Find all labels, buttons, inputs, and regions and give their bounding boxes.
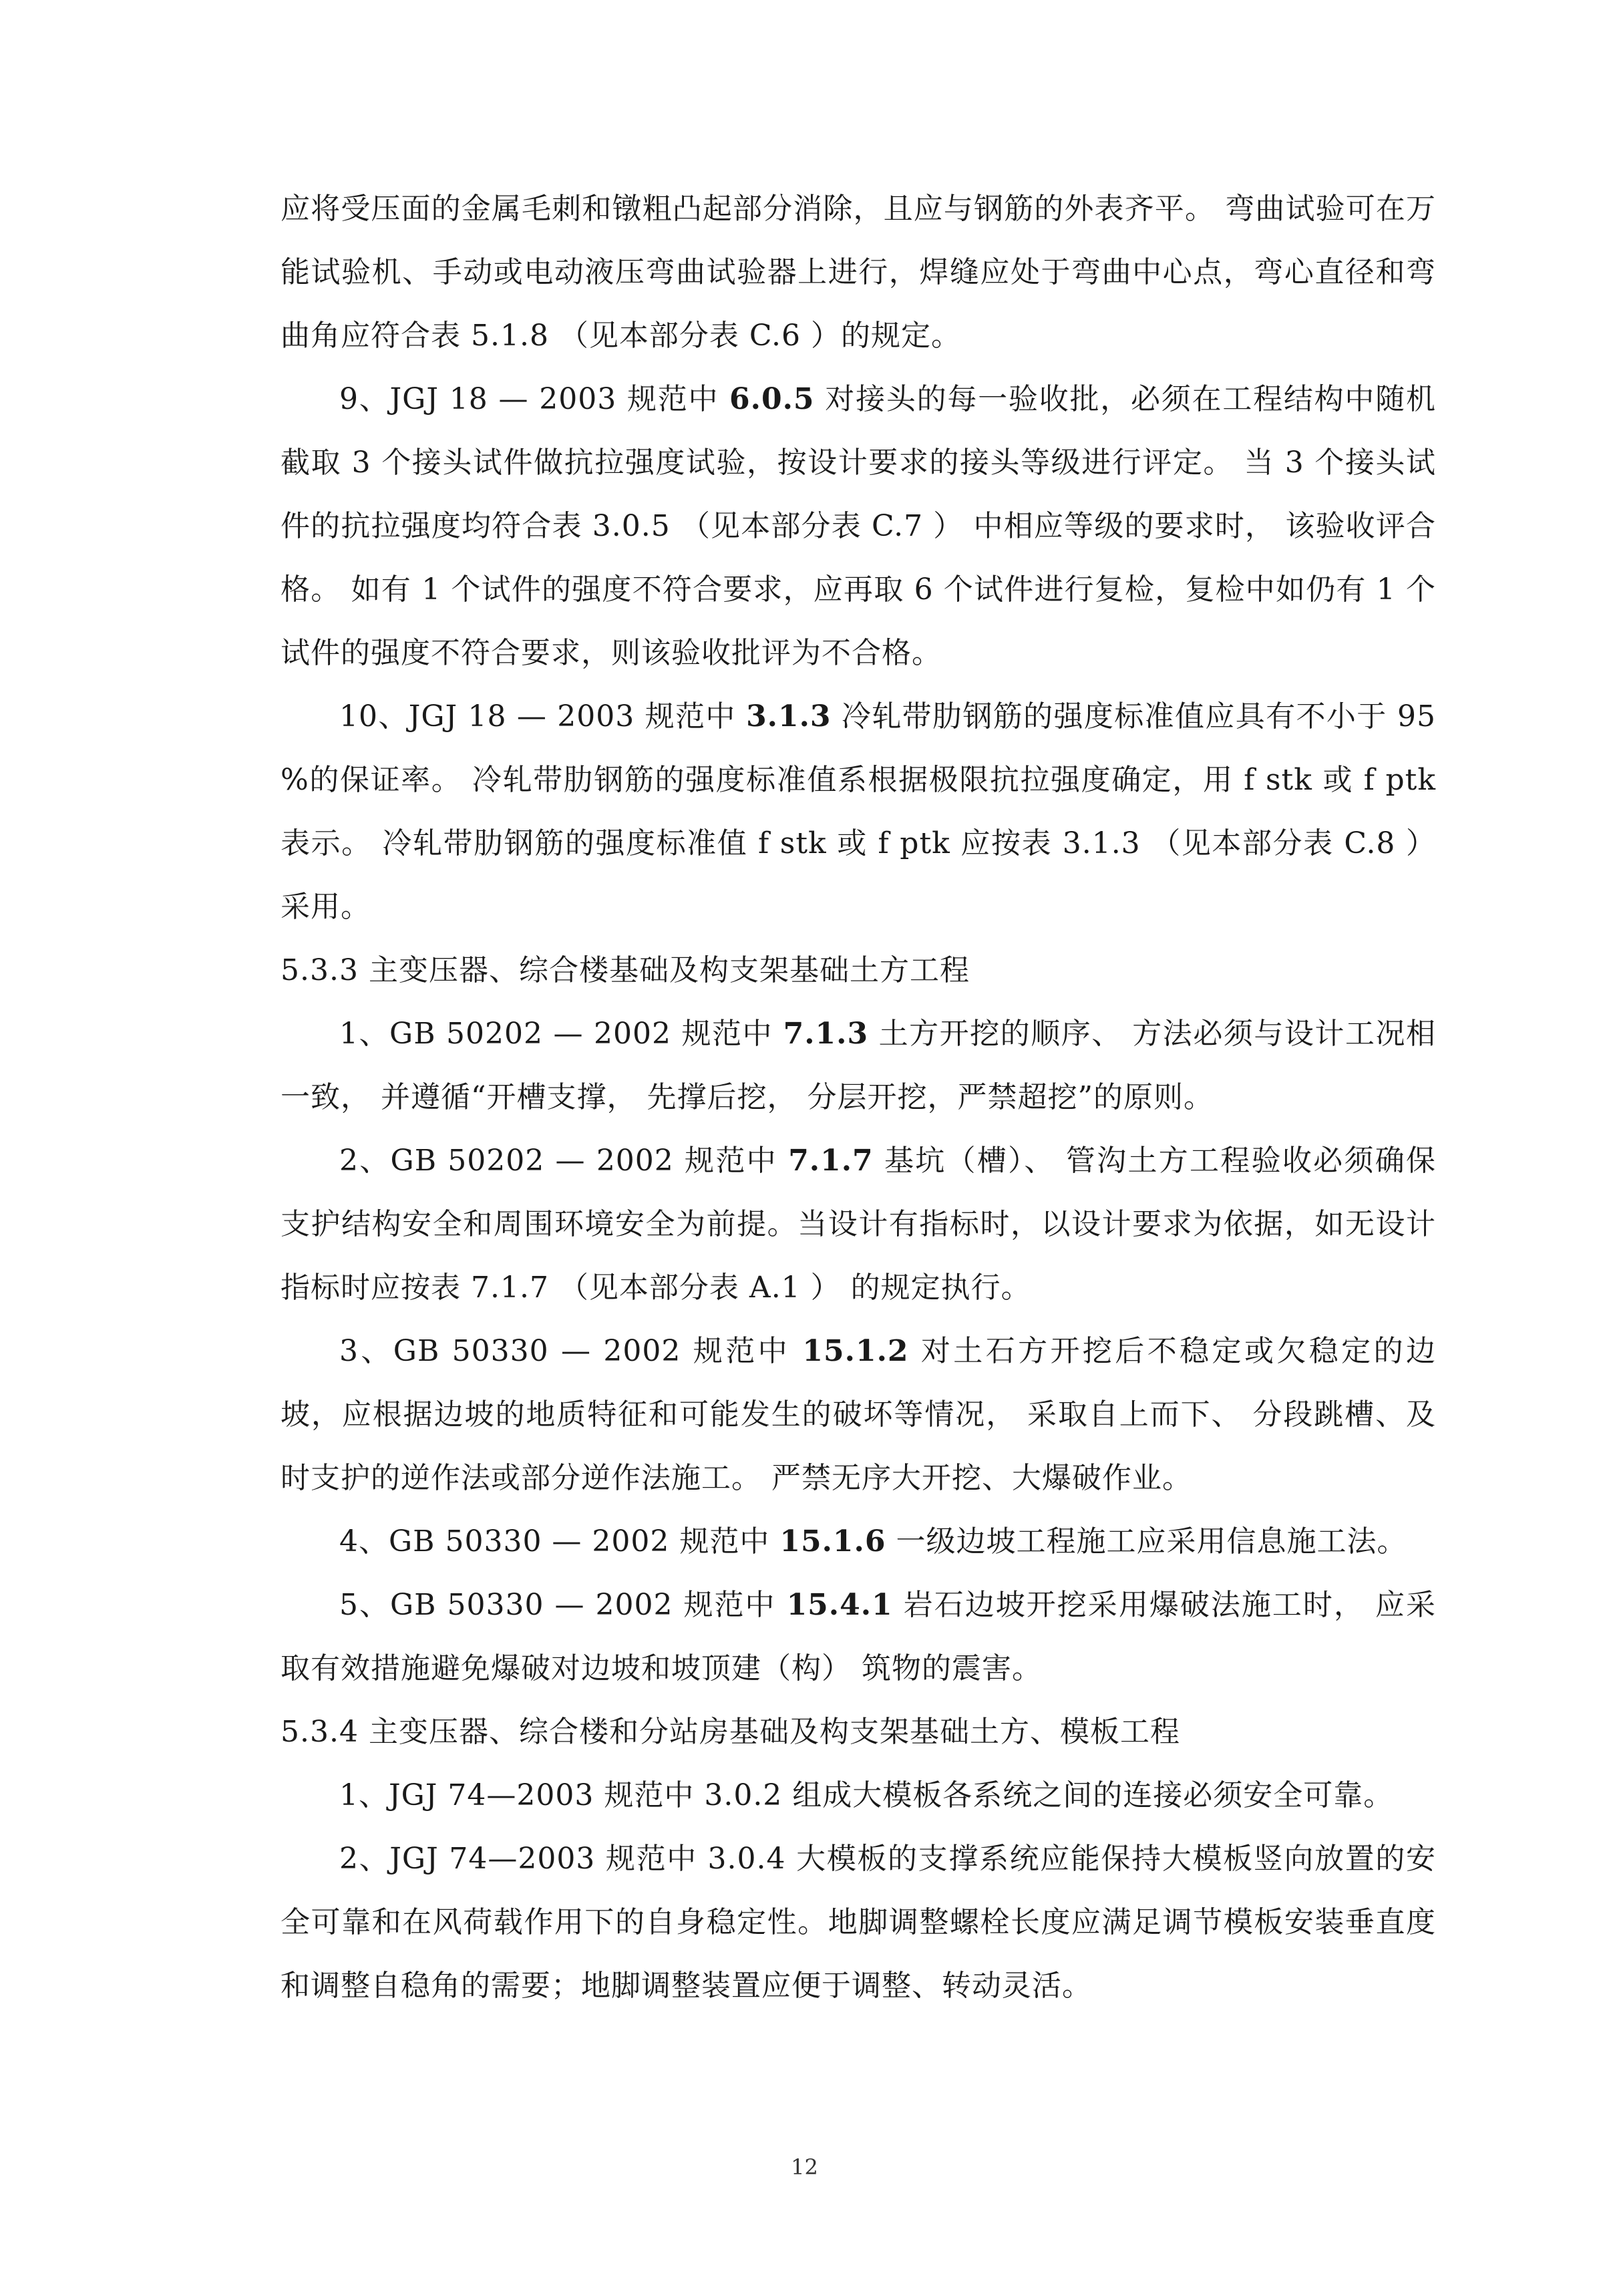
paragraph-item-2b xyxy=(281,1827,1436,2017)
paragraph-text: 应将受压面的金属毛刺和镦粗凸起部分消除，且应与钢筋的外表齐平。 弯曲试验可在万能试验机、手动或电动液压弯曲试验器上进行，焊缝应处于弯曲中心点，弯心直径和弯曲角应符合表 5.1.8 （见本部分表 C.6 ）的规定。 xyxy=(281,192,1436,353)
paragraph-text-post: 土方开挖的顺序、 方法必须与设计工况相一致， 并遵循“开槽支撑， 先撑后挖， 分层开挖，严禁超挖”的原则。 xyxy=(281,1017,1436,1114)
paragraph-text-pre: 9、JGJ 18 — 2003 规范中 xyxy=(339,382,730,416)
paragraph-text: 2、JGJ 74—2003 规范中 3.0.4 大模板的支撑系统应能保持大模板竖向放置的安全可靠和在风荷载作用下的自身稳定性。地脚调整螺栓长度应满足调节模板安装垂直度和调整自稳角的需要；地脚调整装置应便于调整、转动灵活。 xyxy=(281,1842,1436,2003)
clause-number: 15.4.1 xyxy=(786,1588,893,1622)
section-heading-5-3-4 xyxy=(281,1700,1436,1764)
paragraph-text-post: 基坑（槽）、 管沟土方工程验收必须确保支护结构安全和周围环境安全为前提。当设计有指标时，以设计要求为依据，如无设计指标时应按表 7.1.7 （见本部分表 A.1 ） 的规定执行。 xyxy=(281,1144,1436,1305)
paragraph-item-4 xyxy=(281,1510,1436,1573)
paragraph-text-pre: 2、GB 50202 — 2002 规范中 xyxy=(339,1144,789,1178)
paragraph-text-post: 对土石方开挖后不稳定或欠稳定的边坡，应根据边坡的地质特征和可能发生的破坏等情况， 采取自上而下、 分段跳槽、及时支护的逆作法或部分逆作法施工。 严禁无序大开挖、大爆破作业。 xyxy=(281,1334,1436,1495)
clause-number: 15.1.2 xyxy=(802,1334,909,1368)
paragraph-item-10 xyxy=(281,685,1436,939)
paragraph-item-9 xyxy=(281,367,1436,685)
clause-number: 3.1.3 xyxy=(746,699,832,733)
clause-number: 7.1.7 xyxy=(788,1144,874,1178)
paragraph-text-pre: 4、GB 50330 — 2002 规范中 xyxy=(339,1524,780,1559)
paragraph-item-3 xyxy=(281,1319,1436,1510)
paragraph-item-1b xyxy=(281,1764,1436,1827)
paragraph-item-1 xyxy=(281,1002,1436,1129)
paragraph-text-post: 一级边坡工程施工应采用信息施工法。 xyxy=(886,1524,1407,1559)
paragraph-text-pre: 5、GB 50330 — 2002 规范中 xyxy=(339,1588,787,1622)
clause-number: 6.0.5 xyxy=(729,382,815,416)
section-heading-text: 5.3.3 主变压器、综合楼基础及构支架基础土方工程 xyxy=(281,953,970,987)
document-body xyxy=(281,177,1436,2017)
section-heading-5-3-3 xyxy=(281,939,1436,1002)
paragraph-continuation xyxy=(281,177,1436,367)
paragraph-text-post: 冷轧带肋钢筋的强度标准值应具有不小于 95 %的保证率。 冷轧带肋钢筋的强度标准值系根据极限抗拉强度确定，用 f stk 或 f ptk 表示。 冷轧带肋钢筋的强度标准值 f stk 或 f ptk 应按表 3.1.3 （见本部分表 C.8 ）采用。 xyxy=(281,699,1436,924)
paragraph-text-post: 对接头的每一验收批，必须在工程结构中随机截取 3 个接头试件做抗拉强度试验，按设计要求的接头等级进行评定。 当 3 个接头试件的抗拉强度均符合表 3.0.5 （见本部分表 C.7 ） 中相应等级的要求时， 该验收评合格。 如有 1 个试件的强度不符合要求，应再取 6 个试件进行复检，复检中如仍有 1 个试件的强度不符合要求，则该验收批评为不合格。 xyxy=(281,382,1436,670)
paragraph-item-5 xyxy=(281,1573,1436,1700)
clause-number: 7.1.3 xyxy=(783,1017,869,1051)
section-heading-text: 5.3.4 主变压器、综合楼和分站房基础及构支架基础土方、模板工程 xyxy=(281,1715,1180,1749)
clause-number: 15.1.6 xyxy=(779,1524,886,1559)
paragraph-text-pre: 1、GB 50202 — 2002 规范中 xyxy=(339,1017,783,1051)
paragraph-text-pre: 3、GB 50330 — 2002 规范中 xyxy=(339,1334,803,1368)
paragraph-item-2 xyxy=(281,1129,1436,1319)
page-number: 12 xyxy=(791,2154,818,2180)
paragraph-text-pre: 10、JGJ 18 — 2003 规范中 xyxy=(339,699,747,733)
paragraph-text: 1、JGJ 74—2003 规范中 3.0.2 组成大模板各系统之间的连接必须安全可靠。 xyxy=(339,1778,1394,1812)
paragraph-text-post: 岩石边坡开挖采用爆破法施工时， 应采取有效措施避免爆破对边坡和坡顶建（构） 筑物的震害。 xyxy=(281,1588,1436,1685)
